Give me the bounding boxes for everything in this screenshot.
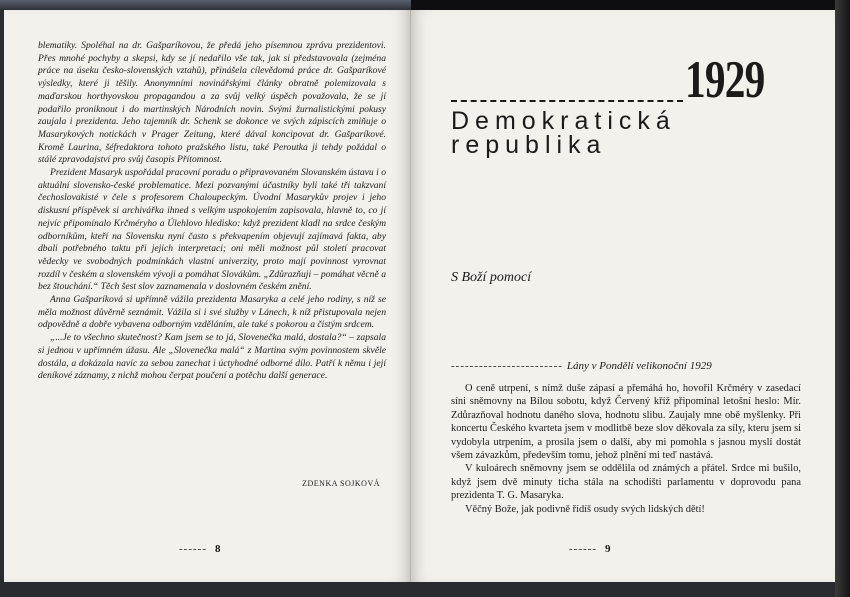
left-paragraph: Prezident Masaryk uspořádal pracovní poradu o připravovaném Slovanském ústavu i o aktuální slovensko-české problematice. Mezi pozvanými účastníky byli také tři takzvaní čechoslovakisté v čele s profesorem Chaloupeckým. Úvodní Masarykův projev i jeho diskusní příspěvek si archivářka ihned s velkým uspokojením zapisovala, hlavně to, co jí nejvíc připomínalo Krčméryho a Úlehlovo hledisko: když prezident kladl na srdce českým odborníkům, kteří na Slovensku nyní často s překvapením objevují zajímavá fakta, aby dbali potřebného taktu při jejich interpretaci; oni měli možnost půl století pracovat vědecky ve svobodných podmínkách vlastní univerzity, proto mají povinnost vyrovnat rozdíl v českém a slovenském vývoji a pomáhat Slovákům. „Zdůrazňuji – pomáhat věcně a bez štouchání.“ Těch šest slov zaznamenala v doslovném českém znění. xyxy=(38,167,386,293)
epigraph: S Boží pomocí xyxy=(451,270,532,285)
left-paragraph: „...Je to všechno skutečnost? Kam jsem se to já, Slovenečka malá, dostala?“ – zapsala si jednou v upřímném úžasu. Ale „Slovenečka malá“ z Martina svým povinnostem skvěle dostála, a dokázala navíc za sebou zanechat i úctyhodné odborné dílo. Patří k němu i její deníkové záznamy, z nichž mohou čerpat poučení a potěchu další generace. xyxy=(38,332,386,382)
chapter-dashed-rule xyxy=(451,100,683,102)
chapter-year: 1929 xyxy=(685,51,765,109)
right-page xyxy=(411,10,835,582)
folio-dashes: ------ xyxy=(569,543,597,555)
author-signature: ZDENKA SOJKOVÁ xyxy=(302,479,380,488)
right-paragraph: O ceně utrpení, s nímž duše zápasí a přemáhá ho, hovořil Krčméry v zasedací síni sněmovny na Bílou sobotu, když Červený kříž připomínal letošní heslo: Mír. Zdůrazňoval hodnotu daného slova, hodnotu slibu. Zaujaly mne obě myšlenky. Při koncertu Českého kvarteta jsem v modlitbě beze slov děkovala za síly, kteru jsem si vydobyla utrpením, a prosila jsem o další, aby mi pomohla s jasnou myslí dostát všem závazkům, především tomu, jehož plnění mi teď nastává. xyxy=(451,383,801,462)
dateline-dashes: ------------------------ xyxy=(451,360,563,372)
page-number: 8 xyxy=(214,543,221,555)
right-paragraph: V kuloárech sněmovny jsem se oddělila od známých a přátel. Srdce mi bušilo, když jsem dvě minuty ticha stála na schodišti parlamentu v doprovodu pana prezidenta T. G. Masaryka. xyxy=(451,463,801,502)
page-number: 9 xyxy=(604,543,611,555)
left-page-body xyxy=(38,40,386,383)
left-page xyxy=(4,10,411,582)
left-paragraph: blematiky. Spoléhal na dr. Gašparíkovou, že předá jeho písemnou zprávu prezidentovi. Přes mnohé pochyby a skepsi, kdy se jí nedařilo vše tak, jak si představovala (zejména práce na úseku česko-slovenských vztahů), přinášela cílevědomá práce dr. Gašparíkové výsledky, které ji těšily. Anonymními novinářskými články obratně polemizovala s maďarskou horthyovskou propagandou a za svůj velký úspěch považovala, že se jí podařilo proniknout i do martinských Národních novin. Svými žurnalistickými pokusy zaujala i prezidenta. Jeho tajemník dr. Schenk se dokonce ve svých zápiscích zmiňuje o Masarykových notickách v Prager Zeitung, které dával koncipovat dr. Gašparíkové. Kromě Laurina, šéfredaktora tohoto pražského listu, také Peroutka ji tehdy požádal o stálé zpravodajství pro svůj časopis Přítomnost. xyxy=(38,40,386,166)
book-right-edge xyxy=(835,0,850,597)
right-paragraph: Věčný Bože, jak podivně řídíš osudy svých lidských dětí! xyxy=(465,503,705,515)
right-page-folio xyxy=(569,543,610,555)
chapter-title-line2: republika xyxy=(451,131,607,159)
book-top-edge-right xyxy=(411,0,835,10)
folio-dashes: ------ xyxy=(179,543,207,555)
dateline-text: Lány v Pondělí velikonoční 1929 xyxy=(566,360,712,372)
left-paragraph: Anna Gašparíková si upřímně vážila prezidenta Masaryka a celé jeho rodiny, s níž se měla možnost důvěrně seznámit. Vážila si i své služby v Lánech, k níž přistupovala nejen odpovědně a dobře vybavena odborným vzděláním, ale také s pokorou a čistým srdcem. xyxy=(38,294,386,331)
chapter-title-line1: Demokratická xyxy=(451,107,676,135)
right-page-body xyxy=(451,382,801,516)
book-top-edge-left xyxy=(0,0,411,10)
left-page-folio xyxy=(179,543,220,555)
diary-dateline xyxy=(451,360,801,372)
